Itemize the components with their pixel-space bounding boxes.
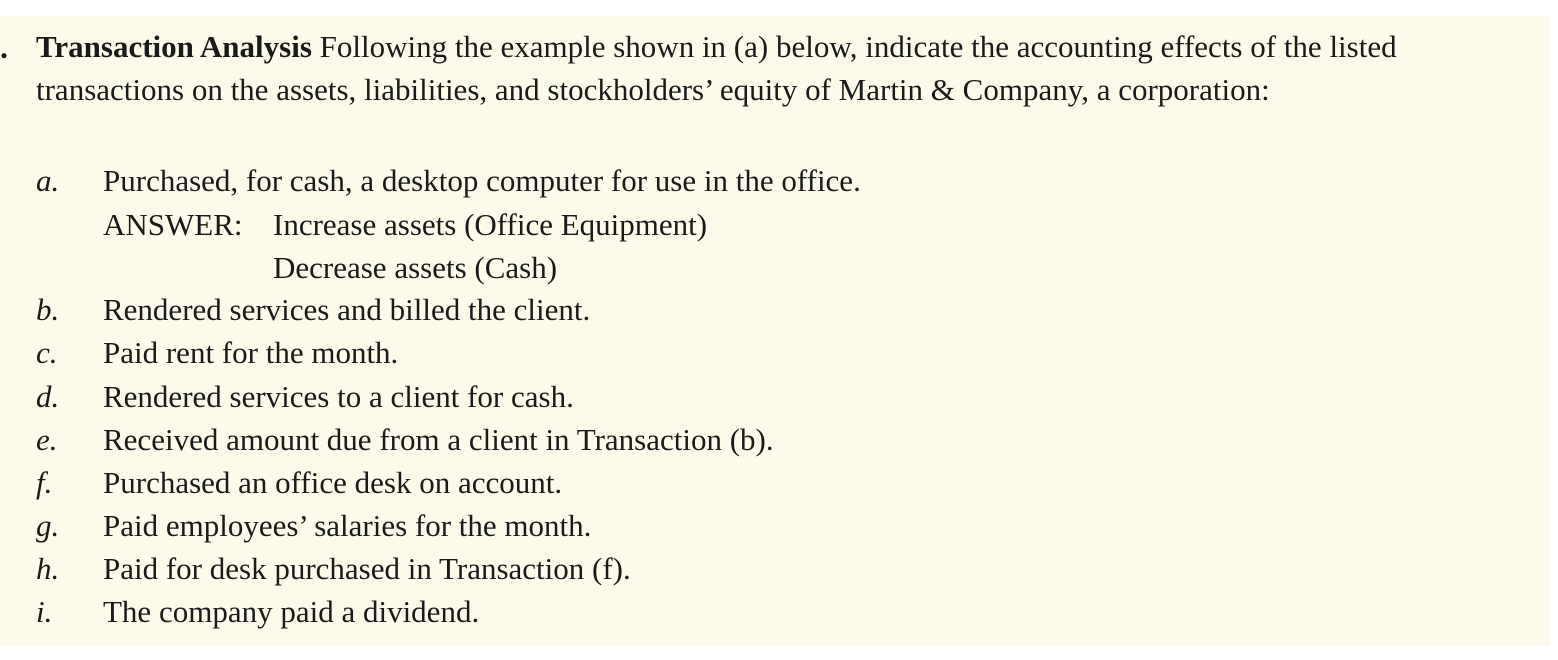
item-letter: e.	[36, 422, 58, 457]
item-letter: g.	[36, 508, 60, 543]
answer-label: ANSWER:	[103, 207, 243, 242]
answer-line-1	[103, 203, 707, 246]
item-letter: f.	[36, 465, 53, 500]
example-answer	[103, 203, 707, 289]
item-text: Purchased, for cash, a desktop computer for use in the office.	[103, 163, 861, 198]
item-text: Rendered services and billed the client.	[103, 292, 591, 327]
problem-heading: Transaction Analysis	[36, 29, 312, 64]
problem-instructions: Following the example shown in (a) below, indicate the accounting effects of the listed transactions on the assets, liabilities, and stockholders’ equity of Martin & Company, a corporation:	[36, 29, 1397, 107]
answer-effect-2: Decrease assets (Cash)	[273, 250, 558, 285]
problem-bullet: .	[0, 29, 8, 65]
item-letter: d.	[36, 379, 60, 414]
item-letter: i.	[36, 594, 53, 629]
answer-line-2	[103, 246, 707, 289]
item-text: The company paid a dividend.	[103, 594, 480, 629]
answer-effect-1: Increase assets (Office Equipment)	[273, 207, 708, 242]
item-text: Paid rent for the month.	[103, 335, 399, 370]
item-text: Paid for desk purchased in Transaction (f).	[103, 551, 631, 586]
item-letter: a.	[36, 163, 60, 198]
item-text: Paid employees’ salaries for the month.	[103, 508, 592, 543]
problem-intro	[36, 26, 1536, 111]
item-text: Received amount due from a client in Transaction (b).	[103, 422, 774, 457]
item-text: Purchased an office desk on account.	[103, 465, 563, 500]
item-letter: h.	[36, 551, 60, 586]
item-text: Rendered services to a client for cash.	[103, 379, 574, 414]
item-letter: b.	[36, 292, 60, 327]
item-letter: c.	[36, 335, 58, 370]
